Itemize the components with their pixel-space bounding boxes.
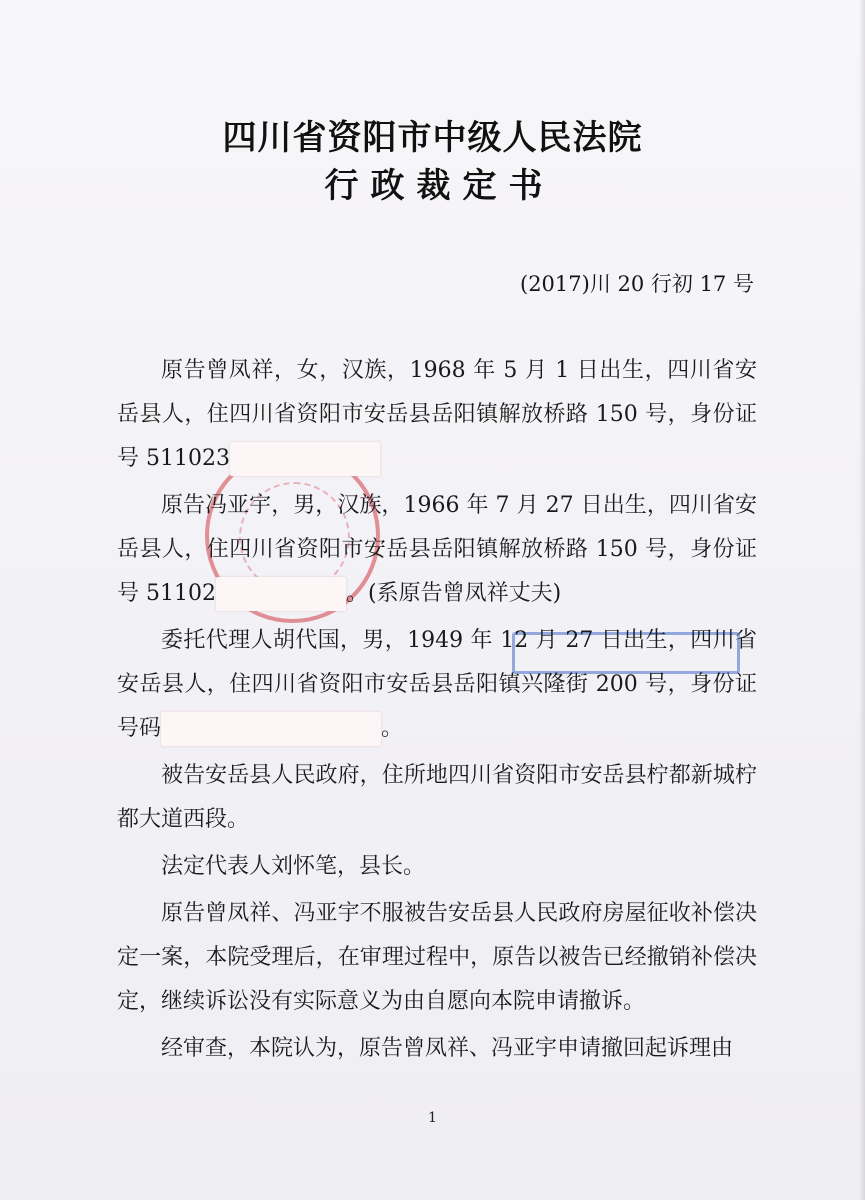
paragraph-review: 经审查，本院认为，原告曾凤祥、冯亚宇申请撤回起诉理由	[161, 1036, 734, 1061]
agent-suffix: 。	[381, 716, 404, 741]
paragraph-agent	[117, 619, 757, 751]
redaction-box	[161, 712, 381, 746]
document-type: 行政裁定书	[324, 166, 555, 206]
agent-text: 委托代理人胡代国，男，1949 年 12 月 27 日出生，四川省安岳县人，住四川省资阳市安岳县岳阳镇兴隆街 200 号，身份证号码	[117, 628, 757, 741]
court-name: 四川省资阳市中级人民法院	[222, 118, 643, 158]
paragraph-legal-rep: 法定代表人刘怀笔，县长。	[161, 854, 426, 879]
case-number: (2017)川 20 行初 17 号	[520, 272, 754, 296]
paragraph-plaintiff-2	[117, 484, 757, 616]
scan-edge-shadow	[859, 0, 865, 1200]
plaintiff-1-text: 原告曾凤祥，女，汉族，1968 年 5 月 1 日出生，四川省安岳县人，住四川省资阳市安岳县岳阳镇解放桥路 150 号，身份证号 511023	[117, 358, 757, 471]
page-number: 1	[428, 1110, 437, 1126]
plaintiff-2-text: 原告冯亚宇，男，汉族，1966 年 7 月 27 日出生，四川省安岳县人，住四川省资阳市安岳县岳阳镇解放桥路 150 号，身份证号 51102	[117, 493, 757, 606]
plaintiff-2-suffix: 。(系原告曾凤祥丈夫)	[345, 581, 562, 606]
redaction-box	[230, 442, 380, 476]
paragraph-plaintiff-1	[117, 349, 757, 481]
redaction-box	[216, 577, 346, 611]
paragraph-defendant: 被告安岳县人民政府，住所地四川省资阳市安岳县柠都新城柠都大道西段。	[117, 763, 757, 832]
document-body	[117, 349, 757, 1074]
paragraph-case-summary: 原告曾凤祥、冯亚宇不服被告安岳县人民政府房屋征收补偿决定一案，本院受理后，在审理过程中，原告以被告已经撤销补偿决定，继续诉讼没有实际意义为由自愿向本院申请撤诉。	[117, 901, 757, 1014]
